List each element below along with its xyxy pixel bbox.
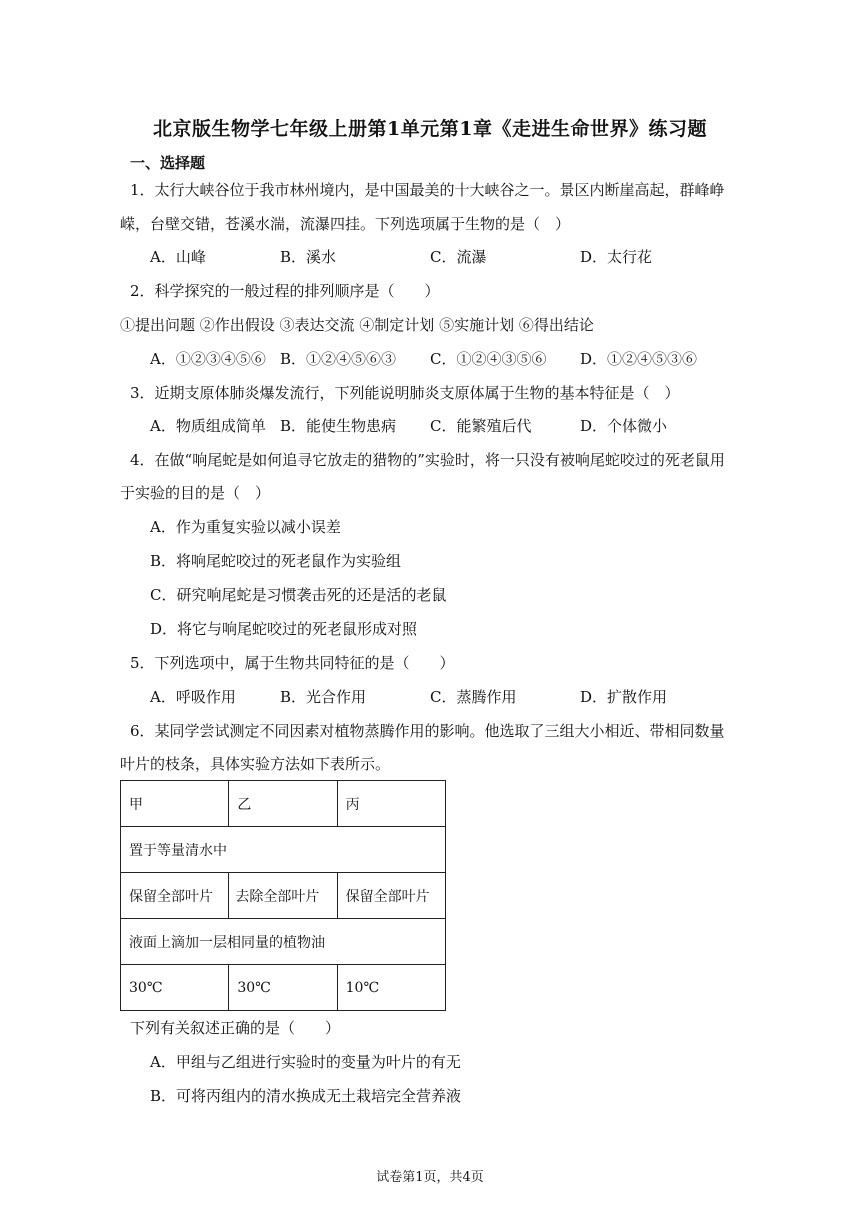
question-3-text: 3．近期支原体肺炎爆发流行，下列能说明肺炎支原体属于生物的基本特征是（ ） <box>130 384 680 402</box>
question-1-text-line1: 1．太行大峡谷位于我市林州境内，是中国最美的十大峡谷之一。景区内断崖高起，群峰峥 <box>130 181 725 199</box>
question-6-text-line2: 叶片的枝条，具体实验方法如下表所示。 <box>120 755 391 773</box>
table-cell-group-b: 乙 <box>229 781 337 827</box>
question-1-option-a[interactable]: A．山峰 <box>150 248 206 266</box>
table-row <box>121 827 446 873</box>
question-4-text-line1: 4．在做“响尾蛇是如何追寻它放走的猎物的”实验时，将一只没有被响尾蛇咬过的死老鼠用 <box>130 451 725 469</box>
table-row <box>121 965 446 1011</box>
table-cell-group-c: 丙 <box>337 781 445 827</box>
question-5-option-d[interactable]: D．扩散作用 <box>580 688 668 706</box>
table-row <box>121 919 446 965</box>
section-heading: 一、选择题 <box>130 154 206 172</box>
question-4-text-line2: 于实验的目的是（ ） <box>120 484 271 502</box>
question-4-option-c[interactable]: C．研究响尾蛇是习惯袭击死的还是活的老鼠 <box>150 586 447 604</box>
question-4-option-d[interactable]: D．将它与响尾蛇咬过的死老鼠形成对照 <box>150 620 418 638</box>
question-3-option-d[interactable]: D．个体微小 <box>580 417 668 435</box>
page-footer: 试卷第1页，共4页 <box>376 1170 484 1185</box>
question-1-option-d[interactable]: D．太行花 <box>580 248 653 266</box>
question-2-option-a[interactable]: A．①②③④⑤⑥ <box>150 350 266 368</box>
question-1-option-b[interactable]: B．溪水 <box>280 248 337 266</box>
question-3-option-a[interactable]: A．物质组成简单 <box>150 417 266 435</box>
question-1-option-c[interactable]: C．流瀑 <box>430 248 487 266</box>
question-3-option-c[interactable]: C．能繁殖后代 <box>430 417 532 435</box>
table-cell-group-a: 甲 <box>121 781 229 827</box>
question-4-option-a[interactable]: A．作为重复实验以减小误差 <box>150 518 341 536</box>
table-row <box>121 873 446 919</box>
table-cell-oil: 液面上滴加一层相同量的植物油 <box>121 919 446 965</box>
question-6-text-line1: 6．某同学尝试测定不同因素对植物蒸腾作用的影响。他选取了三组大小相近、带相同数量 <box>130 722 725 740</box>
question-2-option-b[interactable]: B．①②④⑤⑥③ <box>280 350 397 368</box>
question-5-text: 5．下列选项中，属于生物共同特征的是（ ） <box>130 654 455 672</box>
question-2-text: 2．科学探究的一般过程的排列顺序是（ ） <box>130 282 440 300</box>
question-5-option-c[interactable]: C．蒸腾作用 <box>430 688 517 706</box>
question-6-option-a[interactable]: A．甲组与乙组进行实验时的变量为叶片的有无 <box>150 1053 461 1071</box>
question-2-option-c[interactable]: C．①②④③⑤⑥ <box>430 350 547 368</box>
page-title: 北京版生物学七年级上册第1单元第1章《走进生命世界》练习题 <box>153 118 707 140</box>
question-2-option-d[interactable]: D．①②④⑤③⑥ <box>580 350 698 368</box>
table-cell-leaves-a: 保留全部叶片 <box>121 873 229 919</box>
table-cell-temp-c: 10℃ <box>337 965 445 1011</box>
table-cell-water: 置于等量清水中 <box>121 827 446 873</box>
question-3-option-b[interactable]: B．能使生物患病 <box>280 417 397 435</box>
experiment-table <box>120 780 446 1011</box>
table-cell-leaves-c: 保留全部叶片 <box>337 873 445 919</box>
question-6-stem: 下列有关叙述正确的是（ ） <box>130 1019 341 1037</box>
question-4-option-b[interactable]: B．将响尾蛇咬过的死老鼠作为实验组 <box>150 552 402 570</box>
question-2-steps: ①提出问题 ②作出假设 ③表达交流 ④制定计划 ⑤实施计划 ⑥得出结论 <box>120 316 594 334</box>
table-row <box>121 781 446 827</box>
question-1-text-line2: 嵘，台壁交错，苍溪水湍，流瀑四挂。下列选项属于生物的是（ ） <box>120 215 571 233</box>
table-cell-leaves-b: 去除全部叶片 <box>229 873 337 919</box>
question-5-option-a[interactable]: A．呼吸作用 <box>150 688 236 706</box>
table-cell-temp-a: 30℃ <box>121 965 229 1011</box>
question-6-option-b[interactable]: B．可将丙组内的清水换成无土栽培完全营养液 <box>150 1087 462 1105</box>
table-cell-temp-b: 30℃ <box>229 965 337 1011</box>
question-5-option-b[interactable]: B．光合作用 <box>280 688 367 706</box>
